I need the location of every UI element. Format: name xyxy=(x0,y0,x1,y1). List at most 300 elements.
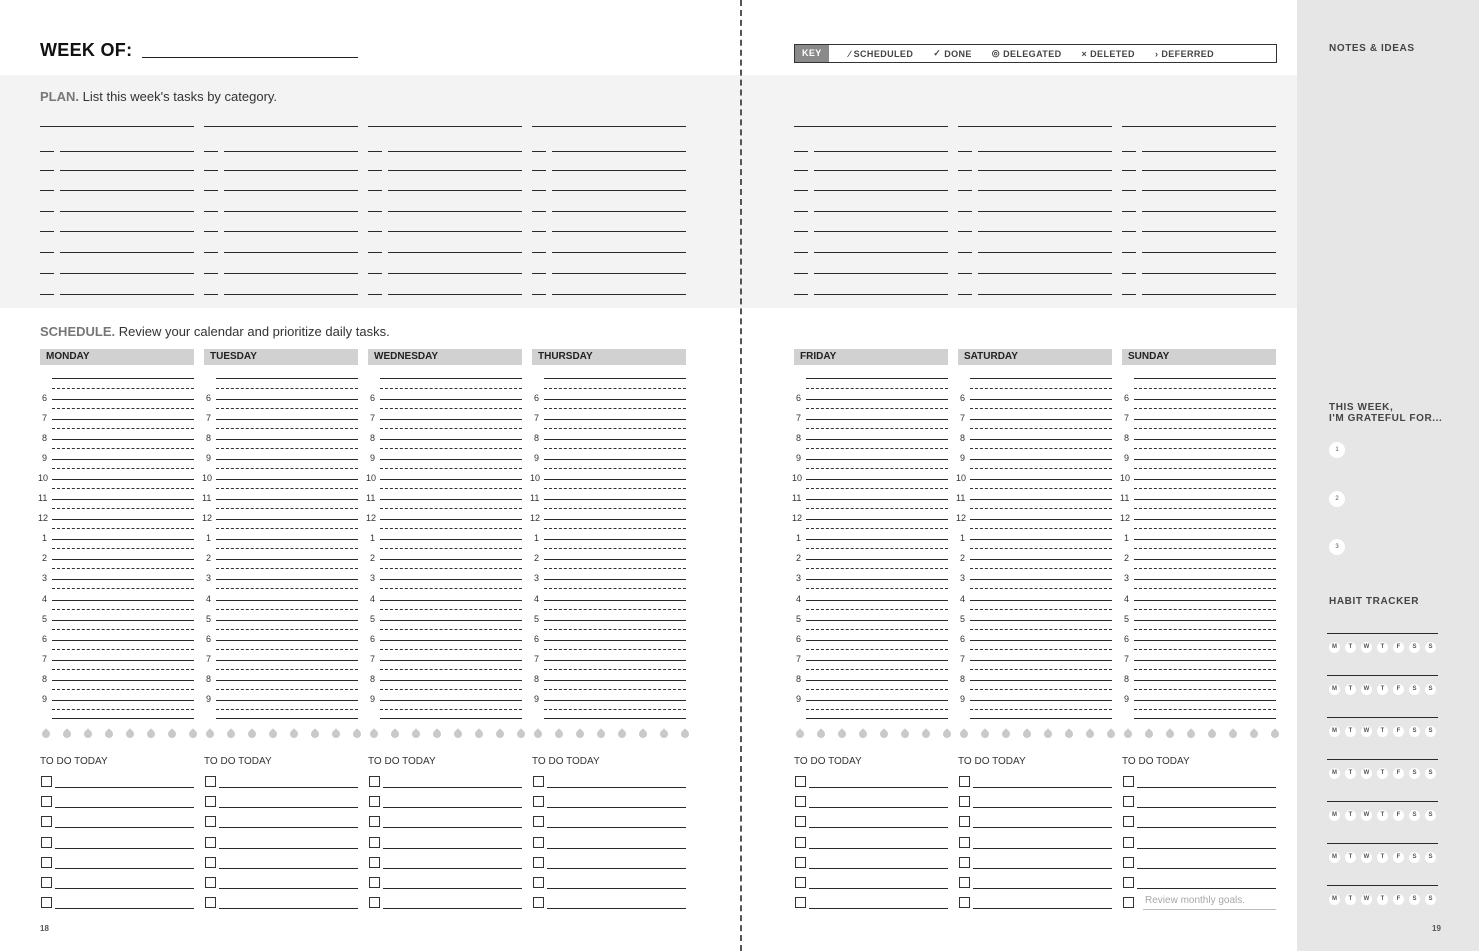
todo-checkbox[interactable] xyxy=(959,857,970,868)
time-slot-line[interactable] xyxy=(544,579,686,580)
plan-task-line[interactable] xyxy=(1142,252,1276,253)
half-hour-line[interactable] xyxy=(544,629,686,630)
plan-task-status-line[interactable] xyxy=(204,211,218,212)
half-hour-line[interactable] xyxy=(380,388,522,389)
todo-line[interactable] xyxy=(973,868,1112,869)
plan-task-line[interactable] xyxy=(60,294,194,295)
half-hour-line[interactable] xyxy=(380,709,522,710)
plan-task-line[interactable] xyxy=(978,190,1112,191)
habit-day-circle[interactable]: S xyxy=(1425,810,1436,821)
time-slot-line[interactable] xyxy=(216,620,358,621)
plan-task-line[interactable] xyxy=(814,170,948,171)
plan-task-status-line[interactable] xyxy=(204,151,218,152)
half-hour-line[interactable] xyxy=(52,468,194,469)
plan-task-line[interactable] xyxy=(814,294,948,295)
time-slot-line[interactable] xyxy=(806,620,948,621)
todo-line[interactable] xyxy=(55,807,194,808)
plan-task-status-line[interactable] xyxy=(1122,252,1136,253)
half-hour-line[interactable] xyxy=(970,488,1112,489)
half-hour-line[interactable] xyxy=(970,689,1112,690)
time-slot-line[interactable] xyxy=(380,640,522,641)
todo-checkbox[interactable] xyxy=(41,837,52,848)
habit-day-circle[interactable]: T xyxy=(1377,852,1388,863)
plan-task-status-line[interactable] xyxy=(40,252,54,253)
half-hour-line[interactable] xyxy=(1134,629,1276,630)
todo-line[interactable] xyxy=(547,807,686,808)
time-slot-line[interactable] xyxy=(1134,519,1276,520)
todo-line[interactable] xyxy=(973,848,1112,849)
todo-checkbox[interactable] xyxy=(369,816,380,827)
todo-line[interactable] xyxy=(809,848,948,849)
todo-checkbox[interactable] xyxy=(205,796,216,807)
time-slot-line[interactable] xyxy=(52,579,194,580)
plan-task-status-line[interactable] xyxy=(40,170,54,171)
plan-task-status-line[interactable] xyxy=(368,294,382,295)
todo-line[interactable] xyxy=(383,888,522,889)
half-hour-line[interactable] xyxy=(216,669,358,670)
todo-checkbox[interactable] xyxy=(959,897,970,908)
time-slot-line[interactable] xyxy=(806,419,948,420)
half-hour-line[interactable] xyxy=(380,609,522,610)
half-hour-line[interactable] xyxy=(380,448,522,449)
water-drop-icon[interactable] xyxy=(473,728,484,739)
time-slot-line[interactable] xyxy=(806,539,948,540)
time-slot-line[interactable] xyxy=(216,579,358,580)
half-hour-line[interactable] xyxy=(216,629,358,630)
time-slot-line[interactable] xyxy=(1134,600,1276,601)
plan-task-line[interactable] xyxy=(1142,151,1276,152)
todo-line[interactable] xyxy=(973,807,1112,808)
plan-task-line[interactable] xyxy=(388,273,522,274)
half-hour-line[interactable] xyxy=(380,649,522,650)
plan-task-line[interactable] xyxy=(224,231,358,232)
time-slot-line[interactable] xyxy=(52,640,194,641)
time-slot-line[interactable] xyxy=(544,378,686,379)
half-hour-line[interactable] xyxy=(52,709,194,710)
time-slot-line[interactable] xyxy=(806,718,948,719)
todo-line[interactable] xyxy=(973,827,1112,828)
plan-task-line[interactable] xyxy=(60,231,194,232)
water-drop-icon[interactable] xyxy=(941,728,952,739)
plan-task-status-line[interactable] xyxy=(204,252,218,253)
time-slot-line[interactable] xyxy=(380,439,522,440)
half-hour-line[interactable] xyxy=(970,408,1112,409)
water-drop-icon[interactable] xyxy=(878,728,889,739)
time-slot-line[interactable] xyxy=(970,718,1112,719)
todo-checkbox[interactable] xyxy=(205,837,216,848)
water-drop-icon[interactable] xyxy=(658,728,669,739)
habit-day-circle[interactable]: S xyxy=(1425,726,1436,737)
plan-task-line[interactable] xyxy=(552,231,686,232)
half-hour-line[interactable] xyxy=(544,388,686,389)
half-hour-line[interactable] xyxy=(970,388,1112,389)
todo-line[interactable] xyxy=(383,868,522,869)
time-slot-line[interactable] xyxy=(1134,660,1276,661)
time-slot-line[interactable] xyxy=(1134,378,1276,379)
plan-task-status-line[interactable] xyxy=(40,231,54,232)
time-slot-line[interactable] xyxy=(1134,640,1276,641)
habit-day-circle[interactable]: T xyxy=(1345,642,1356,653)
plan-task-status-line[interactable] xyxy=(368,151,382,152)
time-slot-line[interactable] xyxy=(970,439,1112,440)
plan-task-line[interactable] xyxy=(224,211,358,212)
half-hour-line[interactable] xyxy=(970,568,1112,569)
time-slot-line[interactable] xyxy=(1134,620,1276,621)
plan-task-line[interactable] xyxy=(814,211,948,212)
plan-task-line[interactable] xyxy=(978,211,1112,212)
half-hour-line[interactable] xyxy=(52,689,194,690)
habit-day-circle[interactable]: T xyxy=(1345,810,1356,821)
time-slot-line[interactable] xyxy=(52,459,194,460)
plan-task-line[interactable] xyxy=(60,273,194,274)
time-slot-line[interactable] xyxy=(52,600,194,601)
plan-task-status-line[interactable] xyxy=(1122,151,1136,152)
plan-task-status-line[interactable] xyxy=(368,190,382,191)
todo-line[interactable] xyxy=(219,787,358,788)
water-drop-icon[interactable] xyxy=(246,728,257,739)
water-drop-icon[interactable] xyxy=(815,728,826,739)
time-slot-line[interactable] xyxy=(52,559,194,560)
plan-task-line[interactable] xyxy=(224,170,358,171)
time-slot-line[interactable] xyxy=(380,459,522,460)
time-slot-line[interactable] xyxy=(1134,459,1276,460)
plan-category-line[interactable] xyxy=(958,126,1112,127)
todo-line[interactable] xyxy=(547,868,686,869)
time-slot-line[interactable] xyxy=(806,499,948,500)
half-hour-line[interactable] xyxy=(52,629,194,630)
time-slot-line[interactable] xyxy=(544,459,686,460)
todo-checkbox[interactable] xyxy=(795,796,806,807)
time-slot-line[interactable] xyxy=(380,718,522,719)
plan-task-status-line[interactable] xyxy=(532,294,546,295)
half-hour-line[interactable] xyxy=(380,508,522,509)
water-drop-icon[interactable] xyxy=(204,728,215,739)
half-hour-line[interactable] xyxy=(544,488,686,489)
plan-category-line[interactable] xyxy=(1122,126,1276,127)
todo-checkbox[interactable] xyxy=(959,796,970,807)
water-drop-icon[interactable] xyxy=(979,728,990,739)
half-hour-line[interactable] xyxy=(544,568,686,569)
half-hour-line[interactable] xyxy=(806,709,948,710)
todo-checkbox[interactable] xyxy=(41,857,52,868)
habit-day-circle[interactable]: W xyxy=(1361,768,1372,779)
time-slot-line[interactable] xyxy=(216,399,358,400)
time-slot-line[interactable] xyxy=(544,600,686,601)
time-slot-line[interactable] xyxy=(970,399,1112,400)
todo-checkbox[interactable] xyxy=(533,776,544,787)
half-hour-line[interactable] xyxy=(1134,468,1276,469)
time-slot-line[interactable] xyxy=(544,718,686,719)
half-hour-line[interactable] xyxy=(52,548,194,549)
time-slot-line[interactable] xyxy=(216,539,358,540)
todo-checkbox[interactable] xyxy=(1123,897,1134,908)
water-drop-icon[interactable] xyxy=(309,728,320,739)
habit-day-circle[interactable]: W xyxy=(1361,894,1372,905)
water-drop-icon[interactable] xyxy=(330,728,341,739)
time-slot-line[interactable] xyxy=(380,419,522,420)
todo-line[interactable] xyxy=(219,868,358,869)
time-slot-line[interactable] xyxy=(806,459,948,460)
half-hour-line[interactable] xyxy=(380,528,522,529)
time-slot-line[interactable] xyxy=(544,680,686,681)
plan-task-status-line[interactable] xyxy=(958,151,972,152)
time-slot-line[interactable] xyxy=(544,640,686,641)
todo-checkbox[interactable] xyxy=(205,857,216,868)
plan-task-line[interactable] xyxy=(552,190,686,191)
time-slot-line[interactable] xyxy=(380,680,522,681)
time-slot-line[interactable] xyxy=(544,399,686,400)
time-slot-line[interactable] xyxy=(216,640,358,641)
habit-day-circle[interactable]: M xyxy=(1329,768,1340,779)
todo-checkbox[interactable] xyxy=(369,897,380,908)
todo-checkbox[interactable] xyxy=(41,776,52,787)
time-slot-line[interactable] xyxy=(970,620,1112,621)
water-drop-icon[interactable] xyxy=(225,728,236,739)
time-slot-line[interactable] xyxy=(52,399,194,400)
todo-checkbox[interactable] xyxy=(369,796,380,807)
water-drop-icon[interactable] xyxy=(637,728,648,739)
todo-line[interactable] xyxy=(1137,888,1276,889)
habit-day-circle[interactable]: W xyxy=(1361,852,1372,863)
time-slot-line[interactable] xyxy=(970,519,1112,520)
half-hour-line[interactable] xyxy=(806,629,948,630)
time-slot-line[interactable] xyxy=(52,419,194,420)
water-drop-icon[interactable] xyxy=(1227,728,1238,739)
todo-line[interactable] xyxy=(55,827,194,828)
plan-task-line[interactable] xyxy=(978,252,1112,253)
half-hour-line[interactable] xyxy=(970,629,1112,630)
todo-checkbox[interactable] xyxy=(533,897,544,908)
half-hour-line[interactable] xyxy=(216,548,358,549)
time-slot-line[interactable] xyxy=(216,559,358,560)
half-hour-line[interactable] xyxy=(806,609,948,610)
plan-task-status-line[interactable] xyxy=(794,231,808,232)
time-slot-line[interactable] xyxy=(52,718,194,719)
half-hour-line[interactable] xyxy=(806,488,948,489)
todo-line[interactable] xyxy=(1137,827,1276,828)
todo-line[interactable] xyxy=(383,787,522,788)
habit-day-circle[interactable]: S xyxy=(1409,894,1420,905)
todo-line[interactable] xyxy=(219,908,358,909)
time-slot-line[interactable] xyxy=(380,559,522,560)
water-drop-icon[interactable] xyxy=(574,728,585,739)
todo-line[interactable] xyxy=(809,827,948,828)
time-slot-line[interactable] xyxy=(52,439,194,440)
todo-line[interactable] xyxy=(809,868,948,869)
time-slot-line[interactable] xyxy=(806,660,948,661)
habit-day-circle[interactable]: S xyxy=(1409,768,1420,779)
plan-task-status-line[interactable] xyxy=(204,170,218,171)
todo-checkbox[interactable] xyxy=(795,897,806,908)
time-slot-line[interactable] xyxy=(970,579,1112,580)
habit-day-circle[interactable]: F xyxy=(1393,852,1404,863)
time-slot-line[interactable] xyxy=(544,620,686,621)
time-slot-line[interactable] xyxy=(544,660,686,661)
plan-task-line[interactable] xyxy=(224,151,358,152)
half-hour-line[interactable] xyxy=(1134,649,1276,650)
half-hour-line[interactable] xyxy=(1134,548,1276,549)
plan-task-status-line[interactable] xyxy=(794,252,808,253)
water-drop-icon[interactable] xyxy=(40,728,51,739)
todo-checkbox[interactable] xyxy=(795,776,806,787)
half-hour-line[interactable] xyxy=(216,488,358,489)
todo-line[interactable] xyxy=(1137,848,1276,849)
plan-task-status-line[interactable] xyxy=(532,231,546,232)
plan-task-status-line[interactable] xyxy=(368,211,382,212)
todo-line[interactable] xyxy=(1137,807,1276,808)
plan-task-status-line[interactable] xyxy=(794,190,808,191)
half-hour-line[interactable] xyxy=(216,448,358,449)
time-slot-line[interactable] xyxy=(544,499,686,500)
todo-line[interactable] xyxy=(547,908,686,909)
half-hour-line[interactable] xyxy=(544,528,686,529)
habit-name-line[interactable] xyxy=(1327,717,1438,718)
plan-task-line[interactable] xyxy=(978,294,1112,295)
todo-checkbox[interactable] xyxy=(1123,776,1134,787)
plan-task-status-line[interactable] xyxy=(794,170,808,171)
time-slot-line[interactable] xyxy=(970,660,1112,661)
habit-day-circle[interactable]: M xyxy=(1329,852,1340,863)
todo-line[interactable] xyxy=(55,868,194,869)
water-drop-icon[interactable] xyxy=(368,728,379,739)
todo-checkbox[interactable] xyxy=(795,857,806,868)
half-hour-line[interactable] xyxy=(52,609,194,610)
plan-task-status-line[interactable] xyxy=(958,294,972,295)
time-slot-line[interactable] xyxy=(806,559,948,560)
time-slot-line[interactable] xyxy=(380,378,522,379)
half-hour-line[interactable] xyxy=(970,528,1112,529)
plan-category-line[interactable] xyxy=(532,126,686,127)
water-drop-icon[interactable] xyxy=(1105,728,1116,739)
half-hour-line[interactable] xyxy=(380,488,522,489)
half-hour-line[interactable] xyxy=(52,669,194,670)
half-hour-line[interactable] xyxy=(216,709,358,710)
time-slot-line[interactable] xyxy=(216,419,358,420)
half-hour-line[interactable] xyxy=(970,448,1112,449)
habit-day-circle[interactable]: S xyxy=(1409,684,1420,695)
todo-checkbox[interactable] xyxy=(533,837,544,848)
water-drop-icon[interactable] xyxy=(679,728,690,739)
half-hour-line[interactable] xyxy=(806,468,948,469)
water-drop-icon[interactable] xyxy=(431,728,442,739)
todo-checkbox[interactable] xyxy=(795,837,806,848)
todo-checkbox[interactable] xyxy=(795,816,806,827)
todo-line[interactable] xyxy=(219,848,358,849)
week-of-input-line[interactable] xyxy=(142,57,358,58)
half-hour-line[interactable] xyxy=(1134,689,1276,690)
plan-task-line[interactable] xyxy=(552,170,686,171)
habit-day-circle[interactable]: T xyxy=(1377,642,1388,653)
plan-task-line[interactable] xyxy=(552,211,686,212)
habit-day-circle[interactable]: T xyxy=(1345,894,1356,905)
plan-task-line[interactable] xyxy=(552,294,686,295)
plan-task-status-line[interactable] xyxy=(1122,170,1136,171)
time-slot-line[interactable] xyxy=(1134,499,1276,500)
habit-day-circle[interactable]: S xyxy=(1425,852,1436,863)
todo-line[interactable] xyxy=(383,848,522,849)
time-slot-line[interactable] xyxy=(1134,539,1276,540)
plan-task-line[interactable] xyxy=(814,273,948,274)
half-hour-line[interactable] xyxy=(380,428,522,429)
todo-line[interactable] xyxy=(973,787,1112,788)
habit-day-circle[interactable]: M xyxy=(1329,684,1340,695)
time-slot-line[interactable] xyxy=(380,539,522,540)
water-drop-icon[interactable] xyxy=(1269,728,1280,739)
habit-day-circle[interactable]: S xyxy=(1425,684,1436,695)
plan-task-status-line[interactable] xyxy=(40,190,54,191)
todo-checkbox[interactable] xyxy=(369,877,380,888)
water-drop-icon[interactable] xyxy=(389,728,400,739)
time-slot-line[interactable] xyxy=(216,479,358,480)
time-slot-line[interactable] xyxy=(970,419,1112,420)
todo-line[interactable] xyxy=(1137,868,1276,869)
habit-day-circle[interactable]: S xyxy=(1425,642,1436,653)
plan-task-line[interactable] xyxy=(1142,170,1276,171)
half-hour-line[interactable] xyxy=(806,669,948,670)
time-slot-line[interactable] xyxy=(216,660,358,661)
todo-checkbox[interactable] xyxy=(533,877,544,888)
half-hour-line[interactable] xyxy=(970,588,1112,589)
plan-task-status-line[interactable] xyxy=(1122,273,1136,274)
plan-task-line[interactable] xyxy=(388,252,522,253)
plan-task-line[interactable] xyxy=(60,151,194,152)
plan-task-status-line[interactable] xyxy=(958,170,972,171)
time-slot-line[interactable] xyxy=(1134,700,1276,701)
habit-day-circle[interactable]: W xyxy=(1361,684,1372,695)
todo-line[interactable] xyxy=(547,787,686,788)
habit-day-circle[interactable]: T xyxy=(1345,726,1356,737)
habit-day-circle[interactable]: M xyxy=(1329,894,1340,905)
half-hour-line[interactable] xyxy=(216,649,358,650)
time-slot-line[interactable] xyxy=(52,499,194,500)
half-hour-line[interactable] xyxy=(970,709,1112,710)
time-slot-line[interactable] xyxy=(1134,419,1276,420)
plan-task-line[interactable] xyxy=(978,273,1112,274)
time-slot-line[interactable] xyxy=(970,499,1112,500)
todo-checkbox[interactable] xyxy=(533,816,544,827)
plan-task-status-line[interactable] xyxy=(204,190,218,191)
half-hour-line[interactable] xyxy=(216,689,358,690)
habit-day-circle[interactable]: S xyxy=(1409,642,1420,653)
plan-task-line[interactable] xyxy=(388,170,522,171)
todo-checkbox[interactable] xyxy=(533,857,544,868)
time-slot-line[interactable] xyxy=(970,680,1112,681)
half-hour-line[interactable] xyxy=(544,588,686,589)
water-drop-icon[interactable] xyxy=(794,728,805,739)
plan-task-status-line[interactable] xyxy=(532,252,546,253)
water-drop-icon[interactable] xyxy=(1000,728,1011,739)
time-slot-line[interactable] xyxy=(52,479,194,480)
plan-task-status-line[interactable] xyxy=(958,211,972,212)
plan-task-status-line[interactable] xyxy=(794,211,808,212)
half-hour-line[interactable] xyxy=(970,508,1112,509)
half-hour-line[interactable] xyxy=(544,689,686,690)
water-drop-icon[interactable] xyxy=(351,728,362,739)
water-drop-icon[interactable] xyxy=(1185,728,1196,739)
water-drop-icon[interactable] xyxy=(1122,728,1133,739)
half-hour-line[interactable] xyxy=(544,649,686,650)
half-hour-line[interactable] xyxy=(52,488,194,489)
half-hour-line[interactable] xyxy=(52,428,194,429)
plan-task-status-line[interactable] xyxy=(368,231,382,232)
todo-checkbox[interactable] xyxy=(41,877,52,888)
habit-day-circle[interactable]: W xyxy=(1361,810,1372,821)
habit-day-circle[interactable]: F xyxy=(1393,684,1404,695)
half-hour-line[interactable] xyxy=(216,568,358,569)
water-drop-icon[interactable] xyxy=(410,728,421,739)
plan-task-line[interactable] xyxy=(552,273,686,274)
todo-checkbox[interactable] xyxy=(959,776,970,787)
